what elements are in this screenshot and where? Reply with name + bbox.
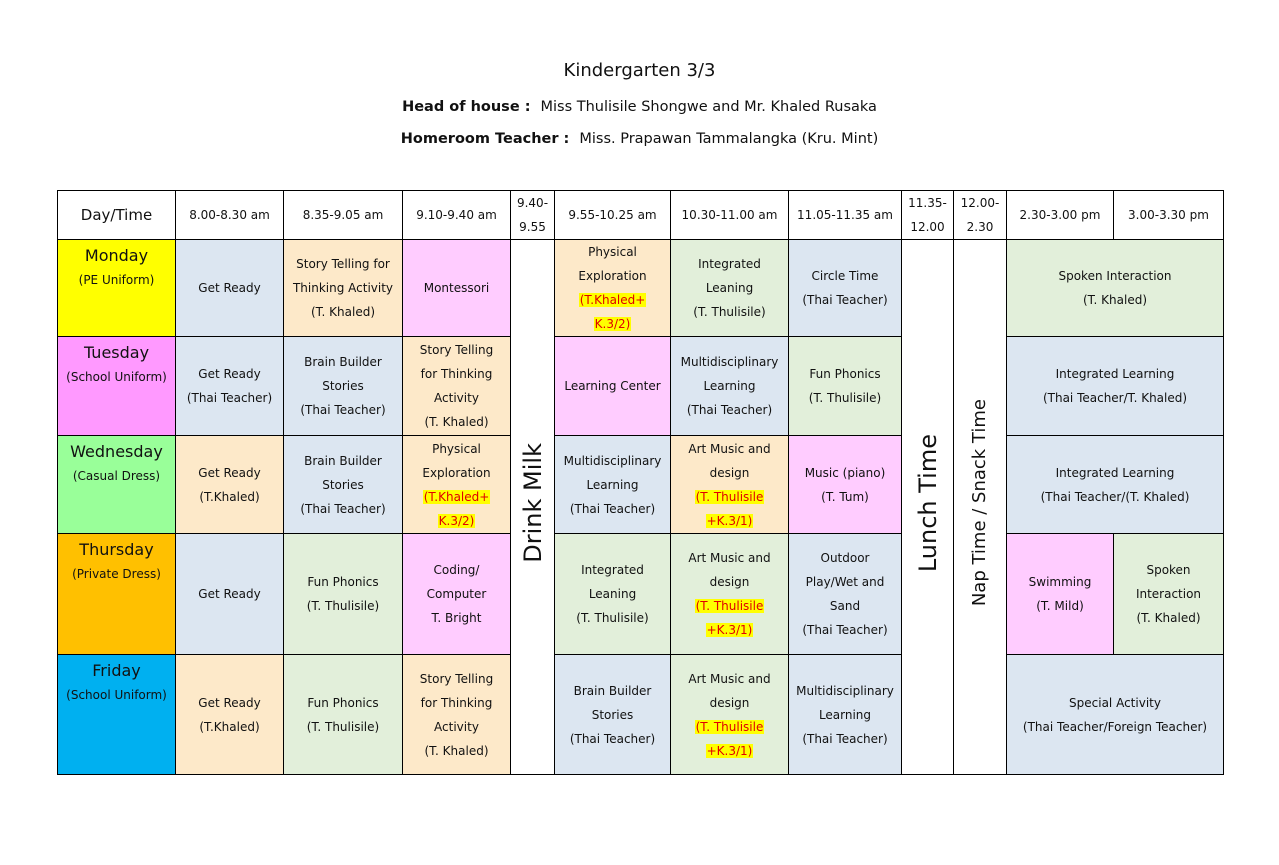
lesson-cell [403, 337, 511, 436]
cell-line: Story Telling for [296, 257, 390, 271]
cell-line: (Thai Teacher) [300, 501, 386, 516]
lesson-cell [671, 534, 789, 655]
highlighted-note: +K.3/1) [706, 513, 753, 528]
lesson-cell [284, 436, 403, 534]
cell-line: Multidisciplinary [680, 355, 779, 369]
homeroom-teacher [0, 131, 1279, 147]
lunch-time-break: Lunch Time [902, 240, 954, 775]
drink-milk-break: Drink Milk [511, 240, 555, 775]
cell-line: Thinking Activity [292, 281, 394, 295]
cell-line: Art Music and [688, 671, 771, 686]
page-title: Kindergarten 3/3 [563, 60, 716, 81]
cell-line: Special Activity [1069, 695, 1161, 710]
day-wednesday: Wednesday (Casual Dress) [58, 436, 176, 534]
lesson-cell [176, 534, 284, 655]
timetable [57, 190, 1224, 775]
lesson-cell [671, 337, 789, 436]
cell-line: (T. Thulisile) [808, 391, 882, 405]
cell-line: Story Telling [419, 343, 494, 357]
lesson-cell [671, 655, 789, 775]
cell-line: Art Music and [688, 441, 771, 456]
cell-line: Music (piano) [804, 465, 886, 480]
lesson-cell [403, 240, 511, 337]
cell-line: Brain Builder [304, 453, 382, 468]
cell-line: Multidisciplinary [563, 453, 662, 468]
highlighted-note: +K.3/1) [706, 743, 753, 758]
header-day-time: Day/Time [58, 191, 176, 240]
table-row [58, 655, 1224, 775]
cell-line: Fun Phonics [307, 575, 379, 589]
table-row [58, 337, 1224, 436]
cell-line: (T. Khaled) [310, 305, 376, 319]
cell-line: (Thai Teacher/T. Khaled) [1042, 391, 1188, 405]
day-monday: Monday (PE Uniform) [58, 240, 176, 337]
cell-line: Stories [322, 477, 364, 492]
cell-line: Computer [426, 587, 487, 601]
lesson-cell [1007, 655, 1224, 775]
cell-line: for Thinking [420, 695, 493, 710]
cell-line: (Thai Teacher) [569, 501, 656, 516]
lesson-cell [176, 655, 284, 775]
lesson-cell [284, 337, 403, 436]
header-time-slot: 9.40- 9.55 [511, 191, 555, 240]
cell-line: Integrated Learning [1055, 465, 1175, 480]
cell-line: Learning [818, 707, 872, 722]
cell-line: (Thai Teacher) [802, 623, 888, 637]
lesson-cell [789, 337, 902, 436]
cell-line: Brain Builder [573, 683, 652, 698]
day-friday: Friday (School Uniform) [58, 655, 176, 775]
cell-line: (Thai Teacher) [802, 731, 888, 746]
lesson-cell [789, 240, 902, 337]
homeroom-teacher-label: Homeroom Teacher : [400, 131, 570, 147]
lesson-cell [789, 655, 902, 775]
cell-line: Spoken [1146, 563, 1191, 577]
cell-line: Exploration [422, 465, 491, 480]
head-of-house-label: Head of house : [402, 99, 531, 115]
cell-line: (T. Thulisile) [306, 599, 380, 613]
cell-line: Learning [586, 477, 639, 492]
lesson-cell [176, 337, 284, 436]
cell-line: (Thai Teacher) [300, 403, 386, 417]
lesson-cell [555, 436, 671, 534]
cell-line: (T.Khaled) [199, 489, 260, 504]
cell-line: (Thai Teacher) [802, 293, 888, 307]
table-row [58, 240, 1224, 337]
cell-line: Outdoor [820, 551, 870, 565]
lesson-cell [1007, 337, 1224, 436]
cell-line: Fun Phonics [307, 695, 379, 710]
lesson-cell [1007, 436, 1224, 534]
cell-line: Physical [588, 245, 637, 259]
lesson-cell [555, 534, 671, 655]
cell-line: (T. Tum) [821, 489, 869, 504]
cell-line: (T. Khaled) [1082, 293, 1148, 307]
lesson-cell [555, 655, 671, 775]
header-time-slot: 2.30-3.00 pm [1007, 191, 1114, 240]
highlighted-note: (T. Thulisile [695, 489, 764, 504]
lesson-cell [1114, 534, 1224, 655]
cell-line: Get Ready [198, 695, 261, 710]
cell-line: Brain Builder [304, 355, 382, 369]
header-time-slot: 9.55-10.25 am [555, 191, 671, 240]
highlighted-note: (T.Khaled+ [423, 489, 490, 504]
lesson-cell [403, 436, 511, 534]
lesson-cell [1007, 240, 1224, 337]
cell-line: Integrated Learning [1055, 367, 1175, 381]
cell-line: Story Telling [419, 671, 494, 686]
table-row [58, 534, 1224, 655]
header-time-slot: 12.00- 2.30 [954, 191, 1007, 240]
header-time-slot: 8.00-8.30 am [176, 191, 284, 240]
lesson-cell [789, 436, 902, 534]
lesson-cell [671, 436, 789, 534]
header-time-slot: 10.30-11.00 am [671, 191, 789, 240]
highlighted-note: (T.Khaled+ [579, 293, 646, 307]
lesson-cell [284, 655, 403, 775]
cell-line: for Thinking [420, 367, 493, 381]
cell-line: Leaning [588, 587, 637, 601]
cell-line: (Thai Teacher) [686, 403, 773, 417]
cell-line: Sand [829, 599, 861, 613]
cell-line: Swimming [1028, 575, 1092, 589]
day-thursday: Thursday (Private Dress) [58, 534, 176, 655]
cell-line: design [709, 695, 750, 710]
lesson-cell [555, 337, 671, 436]
lesson-cell [403, 655, 511, 775]
highlighted-note: K.3/2) [594, 317, 631, 331]
cell-line: Get Ready [198, 367, 261, 381]
header-time-slot: 3.00-3.30 pm [1114, 191, 1224, 240]
cell-line: Learning [703, 379, 756, 393]
lesson-cell [1007, 534, 1114, 655]
lesson-cell [403, 534, 511, 655]
lesson-cell [176, 240, 284, 337]
cell-line: Integrated [698, 257, 761, 271]
cell-line: (T.Khaled) [199, 719, 260, 734]
cell-line: Integrated [581, 563, 644, 577]
cell-line: Get Ready [198, 281, 261, 295]
highlighted-note: (T. Thulisile [695, 719, 764, 734]
cell-line: design [709, 575, 750, 589]
cell-line: Physical [432, 441, 481, 456]
cell-line: Art Music and [688, 551, 771, 565]
cell-line: Leaning [705, 281, 754, 295]
head-of-house [0, 99, 1279, 115]
table-row [58, 436, 1224, 534]
cell-line: Get Ready [198, 587, 261, 601]
cell-line: Circle Time [811, 269, 879, 283]
highlighted-note: K.3/2) [438, 513, 475, 528]
lesson-cell [555, 240, 671, 337]
lesson-cell [284, 240, 403, 337]
header-row [58, 191, 1224, 240]
highlighted-note: +K.3/1) [706, 623, 753, 637]
nap-time-break: Nap Time / Snack Time [954, 240, 1007, 775]
cell-line: (T. Khaled) [424, 415, 489, 429]
lesson-cell [671, 240, 789, 337]
day-tuesday: Tuesday (School Uniform) [58, 337, 176, 436]
header-time-slot: 11.35- 12.00 [902, 191, 954, 240]
head-of-house-value: Miss Thulisile Shongwe and Mr. Khaled Rusaka [540, 99, 877, 115]
cell-line: Interaction [1135, 587, 1202, 601]
cell-line: Activity [434, 719, 479, 734]
cell-line: (T. Mild) [1036, 599, 1084, 613]
cell-line: (T. Thulisile) [576, 611, 649, 625]
cell-line: Activity [434, 391, 479, 405]
lesson-cell [789, 534, 902, 655]
homeroom-teacher-value: Miss. Prapawan Tammalangka (Kru. Mint) [579, 131, 879, 147]
cell-line: Exploration [578, 269, 647, 283]
header-time-slot: 8.35-9.05 am [284, 191, 403, 240]
cell-line: Get Ready [198, 465, 261, 480]
cell-line: Stories [591, 707, 634, 722]
cell-line: (T. Thulisile) [693, 305, 766, 319]
cell-line: (Thai Teacher) [186, 391, 273, 405]
header-time-slot: 11.05-11.35 am [789, 191, 902, 240]
cell-line: T. Bright [431, 611, 482, 625]
cell-line: (Thai Teacher/Foreign Teacher) [1022, 719, 1208, 734]
cell-line: (T. Thulisile) [306, 719, 380, 734]
lesson-cell [284, 534, 403, 655]
header-time-slot: 9.10-9.40 am [403, 191, 511, 240]
cell-line: (T. Khaled) [1136, 611, 1201, 625]
cell-line: Coding/ [433, 563, 480, 577]
cell-line: Learning Center [564, 379, 661, 393]
cell-line: Fun Phonics [809, 367, 881, 381]
cell-line: (T. Khaled) [424, 743, 489, 758]
cell-line: (Thai Teacher) [569, 731, 656, 746]
cell-line: Stories [322, 379, 364, 393]
cell-line: design [709, 465, 750, 480]
cell-line: (Thai Teacher/(T. Khaled) [1040, 489, 1190, 504]
cell-line: Montessori [423, 281, 490, 295]
cell-line: Play/Wet and [805, 575, 885, 589]
cell-line: Multidisciplinary [796, 683, 894, 698]
cell-line: Spoken Interaction [1058, 269, 1172, 283]
highlighted-note: (T. Thulisile [695, 599, 764, 613]
lesson-cell [176, 436, 284, 534]
